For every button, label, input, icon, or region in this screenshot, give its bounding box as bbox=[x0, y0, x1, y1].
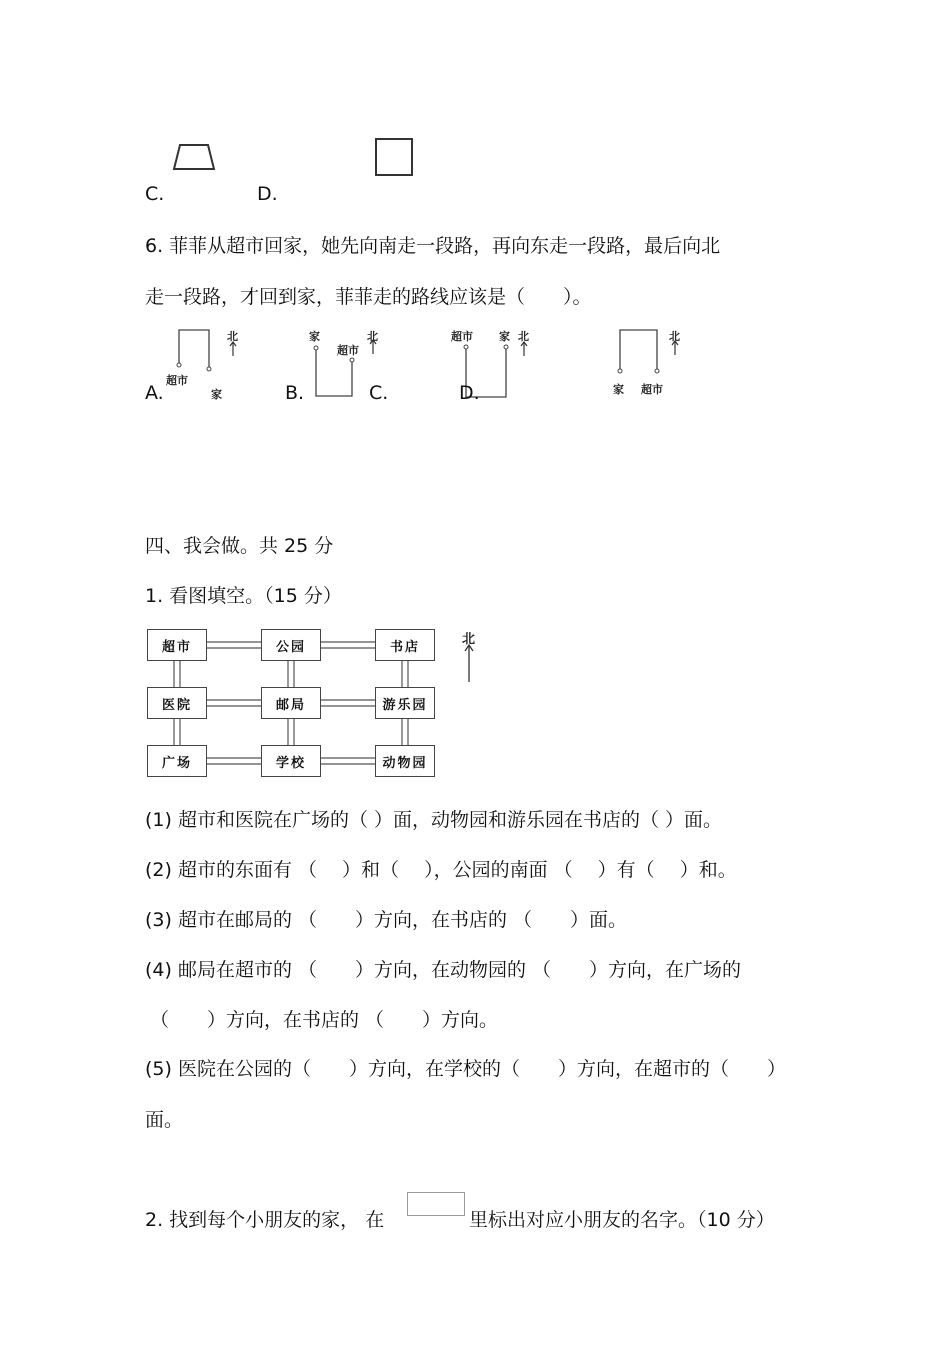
square-shape bbox=[375, 138, 415, 178]
map-park: 公园 bbox=[261, 629, 321, 661]
route-c-north-label: 北 bbox=[518, 330, 529, 343]
route-d-home-label: 家 bbox=[613, 383, 624, 396]
route-d-diagram bbox=[617, 327, 667, 382]
q1-item-5-cont: 面。 bbox=[145, 1109, 184, 1131]
q6-option-a[interactable]: A. bbox=[145, 382, 164, 404]
q1-item-5: (5) 医院在公园的（ ）方向，在学校的（ ）方向，在超市的（ ） bbox=[145, 1058, 786, 1080]
route-b-supermarket-label: 超市 bbox=[337, 344, 359, 357]
q6-text-line1: 6. 菲菲从超市回家，她先向南走一段路，再向东走一段路，最后向北 bbox=[145, 235, 721, 257]
map-post-office: 邮局 bbox=[261, 687, 321, 719]
map-hospital: 医院 bbox=[147, 687, 207, 719]
q5-option-d[interactable]: D. bbox=[257, 183, 278, 205]
north-arrow-icon bbox=[464, 644, 476, 684]
route-a-home-label: 家 bbox=[211, 388, 222, 401]
q6-option-d[interactable]: D. bbox=[459, 382, 480, 404]
map-square: 广场 bbox=[147, 745, 207, 777]
route-b-north-label: 北 bbox=[367, 330, 378, 343]
q2-text-after: 里标出对应小朋友的名字。（10 分） bbox=[469, 1209, 775, 1231]
q6-option-b[interactable]: B. bbox=[285, 382, 305, 404]
q1-item-4-cont: （ ）方向，在书店的 （ ）方向。 bbox=[150, 1009, 499, 1031]
route-b-home-label: 家 bbox=[309, 330, 320, 343]
q1-item-1: (1) 超市和医院在广场的（ ）面，动物园和游乐园在书店的（ ）面。 bbox=[145, 809, 723, 831]
north-arrow-icon bbox=[230, 341, 240, 357]
q1-item-4: (4) 邮局在超市的 （ ）方向，在动物园的 （ ）方向，在广场的 bbox=[145, 959, 742, 981]
map-zoo: 动物园 bbox=[375, 745, 435, 777]
q2-text-before: 2. 找到每个小朋友的家， 在 bbox=[145, 1209, 385, 1231]
route-c-home-label: 家 bbox=[499, 330, 510, 343]
route-d-supermarket-label: 超市 bbox=[641, 383, 663, 396]
route-a-supermarket-label: 超市 bbox=[166, 374, 188, 387]
map-school: 学校 bbox=[261, 745, 321, 777]
map-amusement-park: 游乐园 bbox=[375, 687, 435, 719]
map-bookstore: 书店 bbox=[375, 629, 435, 661]
q6-text-line2: 走一段路，才回到家，菲菲走的路线应该是（ ）。 bbox=[145, 286, 592, 308]
q1-item-2: (2) 超市的东面有 （ ）和（ ），公园的南面 （ ）有（ ）和。 bbox=[145, 859, 737, 881]
map-supermarket: 超市 bbox=[147, 629, 207, 661]
north-arrow-icon bbox=[672, 340, 682, 356]
name-answer-box[interactable] bbox=[407, 1192, 465, 1216]
route-a-north-label: 北 bbox=[227, 330, 238, 343]
q1-item-3: (3) 超市在邮局的 （ ）方向，在书店的 （ ）面。 bbox=[145, 909, 628, 931]
q6-option-c[interactable]: C. bbox=[369, 382, 389, 404]
north-arrow-icon bbox=[370, 339, 380, 355]
q1-title: 1. 看图填空。（15 分） bbox=[145, 585, 342, 607]
q5-option-c[interactable]: C. bbox=[145, 183, 165, 205]
north-arrow-icon bbox=[521, 341, 531, 357]
route-c-supermarket-label: 超市 bbox=[451, 330, 473, 343]
map-north-label: 北 bbox=[462, 632, 476, 647]
trapezoid-shape bbox=[170, 143, 220, 173]
section4-title: 四、我会做。共 25 分 bbox=[145, 535, 334, 557]
route-d-north-label: 北 bbox=[669, 330, 680, 343]
